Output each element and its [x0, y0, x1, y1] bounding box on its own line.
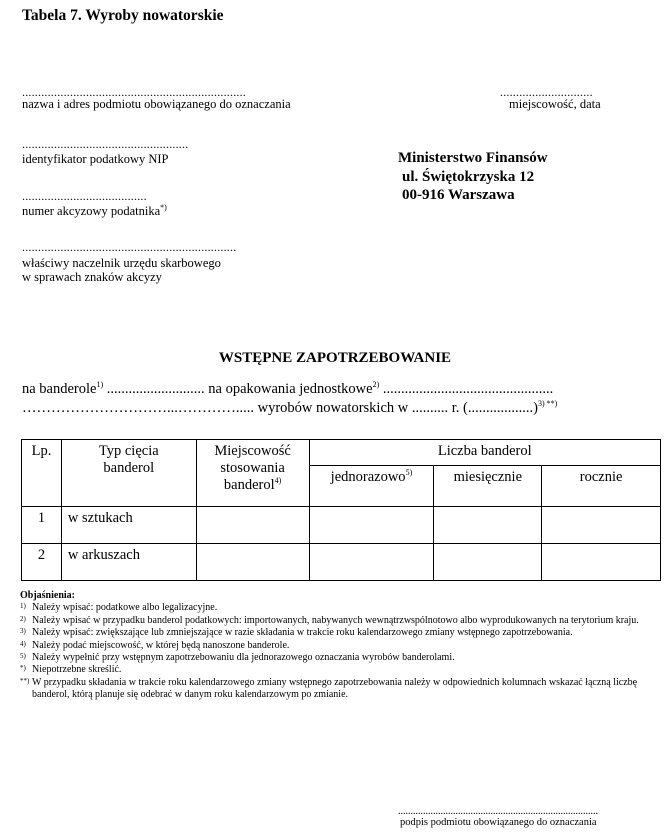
form-heading: WSTĘPNE ZAPOTRZEBOWANIE: [218, 350, 452, 366]
note-item: *) Niepotrzebne skreślić.: [20, 664, 122, 676]
row-once-cell[interactable]: [309, 507, 434, 544]
footnote-mark: *): [160, 202, 167, 212]
subject-label: nazwa i adres podmiotu obowiązanego do oznaczania: [22, 97, 291, 111]
subject-dots[interactable]: ......................................................................: [22, 85, 246, 99]
row-lp: 1: [22, 507, 62, 544]
header-place: Miejscowość stosowania banderol$^{4)}$: [196, 440, 309, 507]
place-date-dots[interactable]: .............................: [500, 85, 593, 99]
note-item: 2) Należy wpisać w przypadku banderol podatkowych: importowanych, nabywanych wewnątrzwspólnotowo albo wyprodukowanych na terytorium kraju.: [20, 614, 639, 626]
header-type: Typ cięcia banderol: [61, 440, 196, 507]
header-count: Liczba banderol: [309, 440, 660, 466]
note-item: 3) Należy wpisać: zwiększające lub zmniejszające w razie składania w trakcie roku kalendarzowego zmiany wstępnego zapotrzebowania.: [20, 627, 573, 639]
office-label-line2: w sprawach znaków akcyzy: [22, 270, 162, 284]
office-label-line1: właściwy naczelnik urzędu skarbowego: [22, 256, 221, 270]
table-row: [22, 544, 661, 581]
nip-dots[interactable]: ....................................................: [22, 137, 189, 151]
signature-label: podpis podmiotu obowiązanego do oznaczania: [400, 817, 597, 828]
excise-label: numer akcyzowy podatnika*): [22, 202, 167, 218]
place-date-label: miejscowość, data: [509, 97, 601, 111]
row-place-cell[interactable]: [196, 544, 309, 581]
banderol-table: [21, 439, 661, 581]
row-yearly-cell[interactable]: [542, 507, 661, 544]
row-type: w sztukach: [61, 507, 196, 544]
header-yearly: rocznie: [542, 466, 661, 507]
row-lp: 2: [22, 544, 62, 581]
request-line2: …………………………...…………..... wyrobów nowatorskich w .......... r. (..................)$^{3) **)}$: [22, 399, 558, 416]
row-type: w arkuszach: [61, 544, 196, 581]
row-once-cell[interactable]: [309, 544, 434, 581]
document-title: Tabela 7. Wyroby nowatorskie: [22, 7, 224, 24]
header-lp: Lp.: [22, 440, 62, 507]
office-dots[interactable]: ...................................................................: [22, 240, 237, 254]
note-item: 5) Należy wypełnić przy wstępnym zapotrzebowaniu dla jednorazowego oznaczania wyrobów banderolami.: [20, 652, 455, 664]
recipient-line3: 00-916 Warszawa: [402, 187, 515, 203]
recipient-line1: Ministerstwo Finansów: [398, 150, 548, 166]
header-once: jednorazowo$^{5)}$: [309, 466, 434, 507]
row-place-cell[interactable]: [196, 507, 309, 544]
row-monthly-cell[interactable]: [434, 544, 542, 581]
request-line1: na banderole$^{1)}$ ........................... na opakowania jednostkowe$^{2)}$ ...............................................: [22, 380, 554, 397]
excise-dots[interactable]: .......................................: [22, 189, 147, 203]
signature-dots[interactable]: ................................................................................: [398, 806, 598, 817]
note-item: 4) Należy podać miejscowość, w której będą nanoszone banderole.: [20, 639, 290, 651]
nip-label: identyfikator podatkowy NIP: [22, 152, 169, 166]
recipient-line2: ul. Świętokrzyska 12: [402, 169, 535, 185]
notes-heading: Objaśnienia:: [20, 590, 76, 601]
note-item: 1) Należy wpisać: podatkowe albo legalizacyjne.: [20, 602, 218, 614]
row-monthly-cell[interactable]: [434, 507, 542, 544]
notes-block: [20, 590, 640, 702]
header-monthly: miesięcznie: [434, 466, 542, 507]
row-yearly-cell[interactable]: [542, 544, 661, 581]
note-item: **) W przypadku składania w trakcie roku kalendarzowego zmiany wstępnego zapotrzebowania należy w odpowiednich kolumnach wskazać łączną liczbę banderol, którą planuje się odebrać w danym roku kalendarzowym po zmianie.: [20, 676, 638, 701]
table-row: [22, 507, 661, 544]
